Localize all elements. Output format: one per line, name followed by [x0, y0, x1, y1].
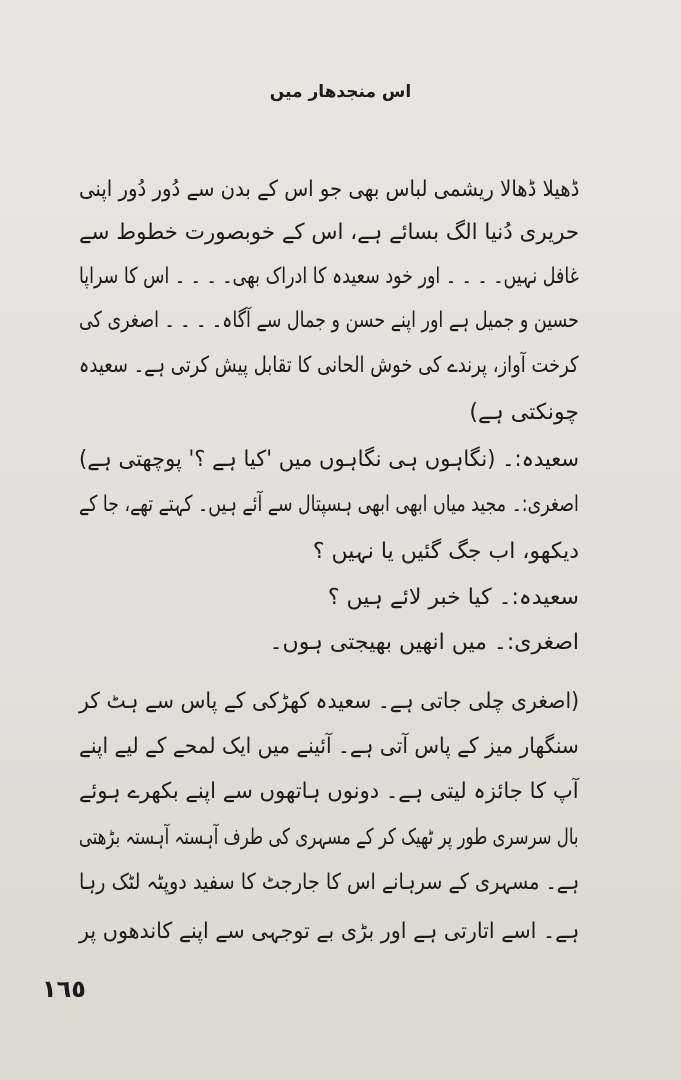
- stage-direction-line: سنگھار میز کے پاس آتی ہے۔ آئینے میں ایک لمحے کے لیے اپنے: [79, 734, 579, 759]
- text-line: چونکتی ہے): [469, 400, 579, 425]
- dialogue-line: اصغری:۔ میں انھیں بھیجتی ہوں۔: [269, 630, 579, 655]
- text-line: دیکھو، اب جگ گئیں یا نہیں ؟: [312, 539, 579, 564]
- text-line: حسین و جمیل ہے اور اپنے حسن و جمال سے آگاہ۔ ۔ ۔ ۔ اصغری کی: [79, 308, 579, 333]
- stage-direction-line: بال سرسری طور پر ٹھیک کر کے مسہری کی طرف آہستہ آہستہ بڑھتی: [79, 825, 579, 850]
- running-head: اس منجدھار میں: [269, 82, 412, 102]
- stage-direction-line: (اصغری چلی جاتی ہے۔ سعیدہ کھڑکی کے پاس سے ہٹ کر: [78, 689, 579, 714]
- dialogue-line: سعیدہ:۔ (نگاہوں ہی نگاہوں میں 'کیا ہے ؟' پوچھتی ہے): [78, 447, 579, 472]
- stage-direction-line: آپ کا جائزہ لیتی ہے۔ دونوں ہاتھوں سے اپنے بکھرے ہوئے: [79, 779, 579, 804]
- text-line: غافل نہیں۔ ۔ ۔ ۔ اور خود سعیدہ کا ادراک بھی۔ ۔ ۔ ۔ اس کا سراپا: [79, 264, 579, 289]
- page-number: ١٦٥: [42, 975, 86, 1003]
- text-line: حریری دُنیا الگ بسائے ہے، اس کے خوبصورت خطوط سے: [78, 220, 579, 245]
- text-line: کرخت آواز، پرندے کی خوش الحانی کا تقابل پیش کرتی ہے۔ سعیدہ: [79, 353, 579, 378]
- stage-direction-line: ہے۔ مسہری کے سرہانے اس کا جارجٹ کا سفید دوپٹہ لٹک رہا: [78, 870, 579, 895]
- dialogue-line: اصغری:۔ مجید میاں ابھی ابھی ہسپتال سے آئے ہیں۔ کہتے تھے، جا کے: [79, 492, 579, 517]
- stage-direction-line: ہے۔ اسے اتارتی ہے اور بڑی بے توجہی سے اپنے کاندھوں پر: [78, 919, 579, 944]
- dialogue-line: سعیدہ:۔ کیا خبر لائے ہیں ؟: [327, 585, 579, 610]
- text-line: ڈھیلا ڈھالا ریشمی لباس بھی جو اس کے بدن سے دُور دُور اپنی: [78, 177, 579, 202]
